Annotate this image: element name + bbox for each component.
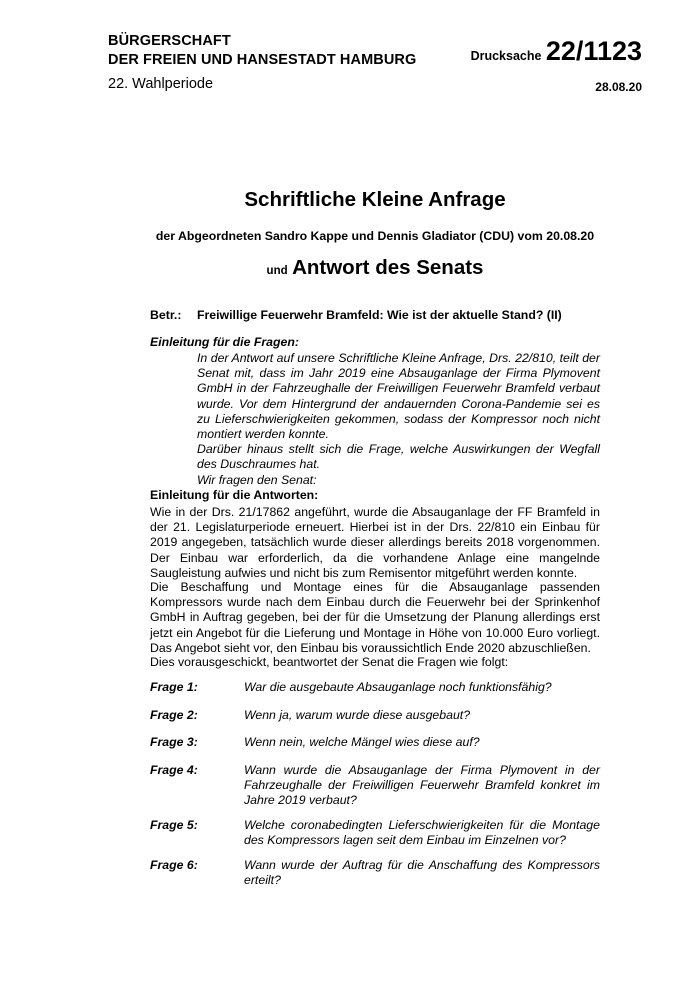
document-title: Schriftliche Kleine Anfrage [244, 188, 506, 211]
intro-answers-paragraph-3: Dies vorausgeschickt, beantwortet der Senat die Fragen wie folgt: [150, 655, 509, 669]
answer-title [0, 256, 700, 280]
question-5-label: Frage 5: [150, 818, 198, 832]
legislative-period: 22. Wahlperiode [108, 76, 214, 92]
intro-questions-paragraph-3: Wir fragen den Senat: [197, 473, 317, 487]
question-4-label: Frage 4: [150, 763, 198, 777]
answer-heading: Antwort des Senats [292, 256, 484, 279]
question-6-text: Wann wurde der Auftrag für die Anschaffung des Kompressors erteilt? [244, 858, 600, 888]
intro-answers-paragraph-1: Wie in der Drs. 21/17862 angeführt, wurde die Absauganlage der FF Bramfeld in der 21. Legislaturperiode erneuert. Hierbei ist in der Drs. 22/810 ein Einbau für 2019 angegeben, tatsächlich wurde dieser allerdings bereits 2018 vorgenommen. Der Einbau war erforderlich, da die vorhandene Anlage eine mangelnde Saugleistung aufwies und nicht bis zum Remisentor mitgeführt werden konnte. [150, 505, 600, 580]
parliament-name-line1: BÜRGERSCHAFT [108, 33, 231, 49]
question-2-label: Frage 2: [150, 708, 198, 722]
question-5-text: Welche coronabedingten Lieferschwierigkeiten für die Montage des Kompressors lagen seit dem Einbau im Einzelnen vor? [244, 818, 600, 848]
intro-answers-heading: Einleitung für die Antworten: [150, 488, 319, 502]
subject-text: Freiwillige Feuerwehr Bramfeld: Wie ist der aktuelle Stand? (II) [197, 308, 562, 322]
question-3-text: Wenn nein, welche Mängel wies diese auf? [244, 735, 480, 749]
document-date: 28.08.20 [595, 80, 642, 94]
parliament-name-line2: DER FREIEN UND HANSESTADT HAMBURG [108, 52, 417, 68]
question-4-text: Wann wurde die Absauganlage der Firma Plymovent in der Fahrzeughalle der Freiwilligen Feuerwehr Bramfeld konkret im Jahre 2019 verbaut? [244, 763, 600, 808]
intro-questions-paragraph-2: Darüber hinaus stellt sich die Frage, welche Auswirkungen der Wegfall des Duschraumes hat. [197, 442, 600, 472]
question-1-label: Frage 1: [150, 680, 198, 694]
question-6-label: Frage 6: [150, 858, 198, 872]
subject-label: Betr.: [150, 308, 182, 322]
und-word: und [266, 265, 288, 277]
intro-questions-heading: Einleitung für die Fragen: [150, 335, 299, 349]
question-1-text: War die ausgebaute Absauganlage noch funktionsfähig? [244, 680, 552, 694]
intro-questions-paragraph-1: In der Antwort auf unsere Schriftliche Kleine Anfrage, Drs. 22/810, teilt der Senat mit, dass im Jahr 2019 eine Absauganlage der Firma Plymovent GmbH in der Fahrzeughalle der Freiwilligen Feuerwehr Bramfeld verbaut wurde. Vor dem Hintergrund der andauernden Corona-Pandemie sei es zu Lieferschwierigkeiten gekommen, sodass der Kompressor noch nicht montiert werden konnte. [197, 351, 600, 442]
question-3-label: Frage 3: [150, 735, 198, 749]
question-2-text: Wenn ja, warum wurde diese ausgebaut? [244, 708, 471, 722]
drucksache-number: 22/1123 [545, 36, 642, 66]
document-number-block [471, 36, 642, 67]
intro-answers-paragraph-2: Die Beschaffung und Montage eines für die Absauganlage passenden Kompressors wurde nach dem Einbau durch die Feuerwehr bei der Sprinkenhof GmbH in Auftrag gegeben, bei der für die Umsetzung der Planung allerdings erst jetzt ein Angebot für die Lieferung und Montage in Höhe von 10.000 Euro vorliegt. Das Angebot sieht vor, den Einbau bis voraussichtlich Ende 2020 abzuschließen. [150, 580, 600, 655]
drucksache-label: Drucksache [470, 49, 542, 63]
authors-line: der Abgeordneten Sandro Kappe und Dennis Gladiator (CDU) vom 20.08.20 [155, 229, 595, 243]
